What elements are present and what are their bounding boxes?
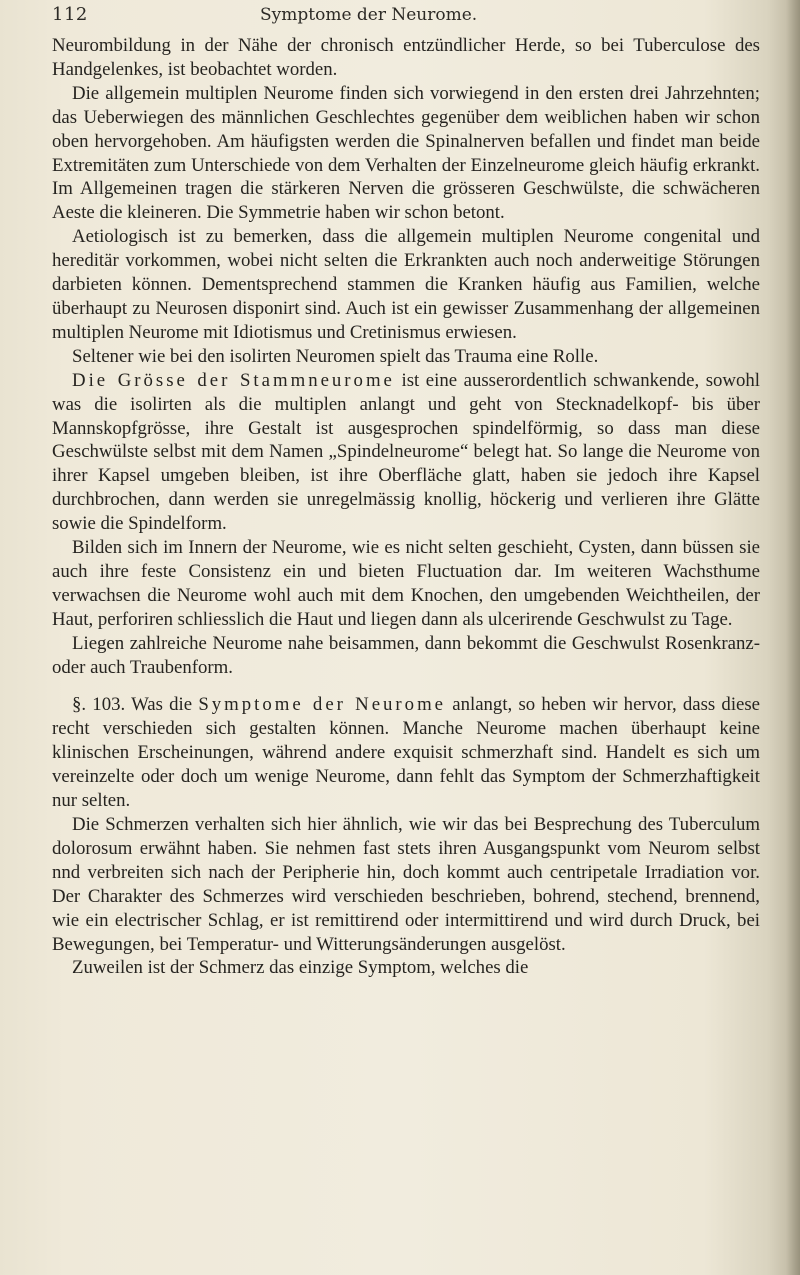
paragraph: Die Grösse der Stammneurome ist eine ausserordentlich schwankende, sowohl was die isolirten als die multiplen anlangt und geht von Stecknadelkopf- bis über Mannskopfgrösse, ihre Gestalt ist ausgesprochen spindelförmig, so dass man diese Geschwülste selbst mit dem Namen „Spindelneurome“ belegt hat. So lange die Neurome von ihrer Kapsel umgeben bleiben, ist ihre Oberfläche glatt, haben sie jedoch ihre Kapsel durchbrochen, dann werden sie unregelmässig knollig, höckerig und verlieren ihre Glätte sowie die Spindelform. <box>52 369 760 535</box>
page-header <box>52 4 752 28</box>
section-number: §. 103. <box>72 694 126 716</box>
running-title: Symptome der Neurome. <box>260 5 478 25</box>
paragraph: Seltener wie bei den isolirten Neuromen spielt das Trauma eine Rolle. <box>72 345 599 367</box>
paragraph: Die Schmerzen verhalten sich hier ähnlich, wie wir das bei Besprechung des Tuberculum dolorosum erwähnt haben. Sie nehmen fast stets ihren Ausgangspunkt vom Neurom selbst nnd verbreiten sich nach der Peripherie hin, doch kommt auch centripetale Irradiation vor. Der Charakter des Schmerzes wird verschieden beschrieben, bohrend, stechend, brennend, wie ein electrischer Schlag, er ist remittirend oder intermittirend und wird durch Druck, bei Bewegungen, bei Temperatur- und Witterungsänderungen ausgelöst. <box>52 814 760 955</box>
spaced-emphasis: Symptome der Neurome <box>198 694 447 716</box>
spaced-emphasis: Die Grösse der Stammneurome <box>72 369 395 391</box>
paragraph: Liegen zahlreiche Neurome nahe beisammen, dann bekommt die Geschwulst Rosenkranz- oder auch Traubenform. <box>52 632 760 678</box>
paragraph: Neurombildung in der Nähe der chronisch entzündlicher Herde, so bei Tuberculose des Handgelenkes, ist beobachtet worden. <box>52 35 760 80</box>
page-edge-shadow <box>786 0 800 1275</box>
paragraph: Aetiologisch ist zu bemerken, dass die allgemein multiplen Neurome congenital und hereditär vorkommen, wobei nicht selten die Erkrankten auch noch anderweitige Störungen darbieten können. Dementsprechend stammen die Kranken häufig aus Familien, welche überhaupt zu Neurosen disponirt sind. Auch ist ein gewisser Zusammenhang der allgemeinen multiplen Neurome mit Idiotismus und Cretinismus erwiesen. <box>52 226 760 343</box>
paragraph: Die allgemein multiplen Neurome finden sich vorwiegend in den ersten drei Jahrzehnten; das Ueberwiegen des männlichen Geschlechtes gegenüber dem weiblichen haben wir schon oben hervorgehoben. Am häufigsten werden die Spinalnerven befallen und findet man beide Extremitäten zum Unterschiede von dem Verhalten der Einzelneurome gleich häufig erkrankt. Im Allgemeinen tragen die stärkeren Nerven die grösseren Geschwülste, die schwächeren Aeste die kleineren. Die Symmetrie haben wir schon betont. <box>52 82 760 224</box>
page-number: 112 <box>52 4 88 25</box>
paragraph: Zuweilen ist der Schmerz das einzige Symptom, welches die <box>72 957 529 979</box>
body-text <box>52 34 760 980</box>
section-paragraph: §. 103. Was die Symptome der Neurome anlangt, so heben wir hervor, dass diese recht verschieden sich gestalten können. Manche Neurome machen überhaupt keine klinischen Erscheinungen, während andere exquisit schmerzhaft sind. Handelt es sich um vereinzelte oder doch um wenige Neurome, dann fehlt das Symptom der Schmerzhaftigkeit nur selten. <box>52 694 761 812</box>
paragraph: Bilden sich im Innern der Neurome, wie es nicht selten geschieht, Cysten, dann büssen sie auch ihre feste Consistenz ein und bieten Fluctuation dar. Im weiteren Wachsthume verwachsen die Neurome wohl auch mit dem Knochen, den umgebenden Weichtheilen, der Haut, perforiren schliesslich die Haut und liegen dann als ulcerirende Geschwulst zu Tage. <box>52 537 760 630</box>
